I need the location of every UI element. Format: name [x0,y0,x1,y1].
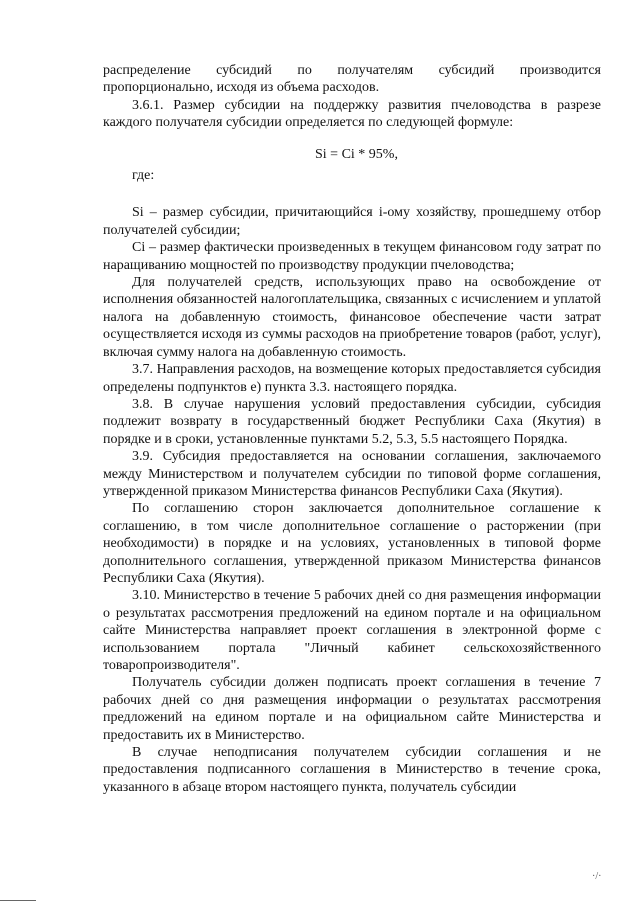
paragraph-vat-exemption: Для получателей средств, использующих право на освобождение от исполнения обязанностей налогоплательщика, связанных с исчислением и уплатой налога на добавленную стоимость, финансовое обеспечение части затрат осуществляется исходя из суммы расходов на приобретение товаров (работ, услуг), включая сумму налога на добавленную стоимость. [103,275,601,360]
paragraph-3-7: 3.7. Направления расходов, на возмещение которых предоставляется субсидия определены подпунктов е) пункта 3.3. настоящего порядка. [103,362,601,395]
paragraph-ci-definition: Ci – размер фактически произведенных в текущем финансовом году затрат по наращиванию мощностей по производству продукции пчеловодства; [103,240,601,273]
page-edge-line [0,900,36,901]
formula: Si = Ci * 95%, [315,146,398,162]
paragraph-si-definition: Si – размер субсидии, причитающийся i-ому хозяйству, прошедшему отбор получателей субсидии; [103,205,601,238]
document-body [103,62,601,796]
paragraph-3-8: 3.8. В случае нарушения условий предоставления субсидии, субсидия подлежит возврату в государственный бюджет Республики Саха (Якутия) в порядке и в сроки, установленные пунктами 5.2, 5.3, 5.5 настоящего Порядка. [103,396,601,447]
paragraph-3-9: 3.9. Субсидия предоставляется на основании соглашения, заключаемого между Министерством и получателем субсидии по типовой форме соглашения, утвержденной приказом Министерства финансов Республики Саха (Якутия). [103,449,601,499]
paragraph-sign-deadline: Получатель субсидии должен подписать проект соглашения в течение 7 рабочих дней со дня размещения информации о результатах рассмотрения предложений на едином портале и на официальном сайте Министерства и предоставить их в Министерство. [103,675,601,743]
paragraph-3-6-1: 3.6.1. Размер субсидии на поддержку развития пчеловодства в разрезе каждого получателя субсидии определяется по следующей формуле: [103,97,601,131]
paragraph-3-10: 3.10. Министерство в течение 5 рабочих дней со дня размещения информации о результатах рассмотрения предложений на едином портале и на официальном сайте Министерства направляет проект соглашения в электронной форме с использованием портала "Личный кабинет сельскохозяйственного товаропроизводителя". [103,588,601,673]
paragraph-0: распределение субсидий по получателям субсидий производится пропорционально, исходя из объема расходов. [103,63,601,96]
where-label: где: [132,168,155,184]
paragraph-additional-agreement: По соглашению сторон заключается дополнительное соглашение к соглашению, в том числе дополнительное соглашение о расторжении (при необходимости) в порядке и на условиях, установленных в типовой форме дополнительного соглашения, утвержденной приказом Министерства финансов Республики Саха (Якутия). [103,501,601,586]
corner-scribble: ·/· [592,871,602,882]
paragraph-non-signing: В случае неподписания получателем субсидии соглашения и не предоставления подписанного соглашения в Министерство в течение срока, указанного в абзаце втором настоящего пункта, получатель субсидии [103,745,601,795]
